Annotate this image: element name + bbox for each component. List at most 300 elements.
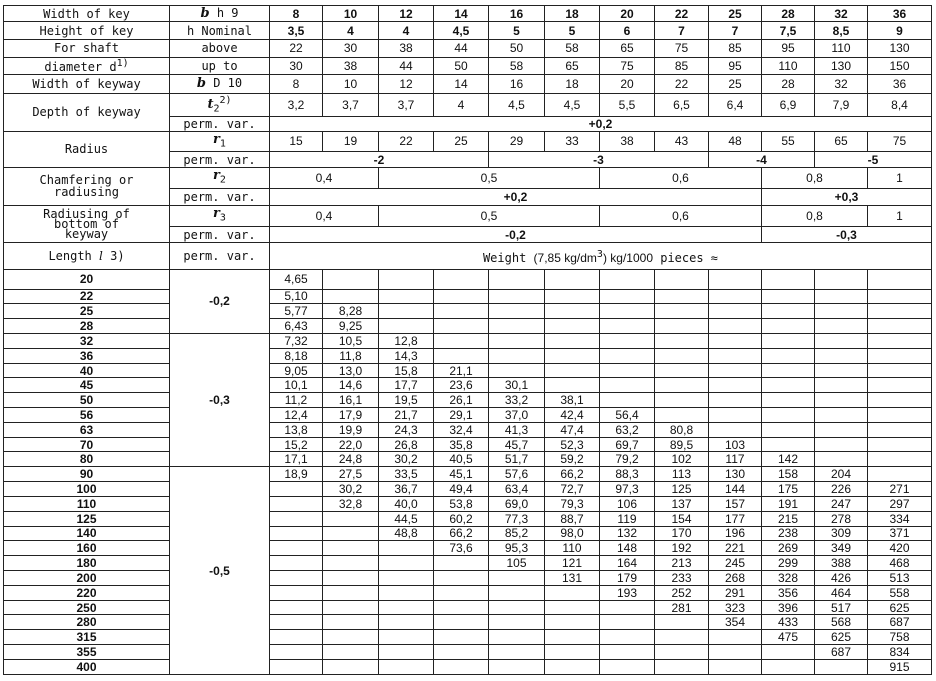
weight-cell bbox=[545, 600, 600, 615]
weight-cell bbox=[709, 319, 762, 334]
bottom-radius-tolerance: -0,3 bbox=[762, 226, 932, 242]
label-depth-of-keyway: Depth of keyway bbox=[4, 93, 170, 131]
weight-cell: 69,0 bbox=[489, 496, 545, 511]
weight-cell bbox=[868, 408, 932, 423]
weight-cell bbox=[762, 393, 815, 408]
weight-cell: 36,7 bbox=[379, 482, 434, 497]
weight-cell: 85,2 bbox=[489, 526, 545, 541]
weight-cell: 233 bbox=[655, 570, 709, 585]
weight-cell bbox=[868, 422, 932, 437]
weight-cell: 110 bbox=[545, 541, 600, 556]
weight-cell: 354 bbox=[709, 615, 762, 630]
weight-cell: 89,5 bbox=[655, 437, 709, 452]
weight-row bbox=[4, 422, 932, 437]
weight-cell: 73,6 bbox=[434, 541, 489, 556]
weight-cell: 26,1 bbox=[434, 393, 489, 408]
length-cell: 110 bbox=[4, 496, 170, 511]
weight-cell: 309 bbox=[815, 526, 868, 541]
weight-cell: 687 bbox=[815, 645, 868, 660]
radius-tolerance: -5 bbox=[815, 152, 932, 167]
weight-cell bbox=[600, 319, 655, 334]
shaft-upto-cell: 95 bbox=[709, 57, 762, 75]
weight-cell bbox=[762, 363, 815, 378]
key-height-cell: 8,5 bbox=[815, 22, 868, 40]
radius-tolerance: -4 bbox=[709, 152, 815, 167]
weight-cell: 625 bbox=[815, 630, 868, 645]
radius-cell: 33 bbox=[545, 131, 600, 152]
weight-cell: 113 bbox=[655, 467, 709, 482]
weight-cell bbox=[709, 304, 762, 319]
weight-cell: 915 bbox=[868, 659, 932, 674]
chamfer-group-cell: 0,4 bbox=[270, 167, 379, 188]
symbol-width-of-keyway: b D 10 bbox=[170, 75, 270, 94]
length-tolerance-cell: -0,5 bbox=[170, 467, 270, 675]
weight-cell: 17,9 bbox=[323, 408, 379, 423]
weight-cell bbox=[545, 289, 600, 304]
weight-cell: 148 bbox=[600, 541, 655, 556]
weight-cell bbox=[323, 659, 379, 674]
weight-cell bbox=[434, 304, 489, 319]
keyway-depth-cell: 4 bbox=[434, 93, 489, 116]
weight-cell bbox=[815, 289, 868, 304]
weight-cell: 269 bbox=[762, 541, 815, 556]
weight-cell: 132 bbox=[600, 526, 655, 541]
weight-row bbox=[4, 585, 932, 600]
weight-cell: 196 bbox=[709, 526, 762, 541]
perm-var-label: perm. var. bbox=[170, 226, 270, 242]
symbol-radius: $r_1$ bbox=[170, 131, 270, 152]
weight-cell bbox=[489, 630, 545, 645]
weight-row bbox=[4, 304, 932, 319]
weight-cell: 517 bbox=[815, 600, 868, 615]
key-width-cell: 20 bbox=[600, 6, 655, 22]
weight-cell bbox=[379, 304, 434, 319]
weight-cell bbox=[489, 600, 545, 615]
radius-cell: 29 bbox=[489, 131, 545, 152]
weight-cell: 9,25 bbox=[323, 319, 379, 334]
weight-cell bbox=[655, 659, 709, 674]
label-width-of-key: Width of key bbox=[4, 6, 170, 22]
weight-cell: 170 bbox=[655, 526, 709, 541]
weight-row bbox=[4, 511, 932, 526]
weight-cell bbox=[379, 600, 434, 615]
weight-cell: 433 bbox=[762, 615, 815, 630]
weight-cell bbox=[379, 319, 434, 334]
shaft-above-cell: 22 bbox=[270, 40, 323, 58]
weight-cell bbox=[815, 348, 868, 363]
weight-cell: 179 bbox=[600, 570, 655, 585]
weight-cell bbox=[434, 556, 489, 571]
radius-cell: 48 bbox=[709, 131, 762, 152]
weight-cell: 328 bbox=[762, 570, 815, 585]
weight-cell bbox=[434, 289, 489, 304]
weight-cell bbox=[815, 319, 868, 334]
weight-cell: 49,4 bbox=[434, 482, 489, 497]
weight-cell: 687 bbox=[868, 615, 932, 630]
weight-cell bbox=[434, 333, 489, 348]
weight-cell bbox=[655, 289, 709, 304]
weight-cell: 204 bbox=[815, 467, 868, 482]
weight-cell bbox=[600, 645, 655, 660]
weight-cell: 568 bbox=[815, 615, 868, 630]
weight-cell bbox=[270, 585, 323, 600]
weight-row bbox=[4, 348, 932, 363]
weight-cell: 291 bbox=[709, 585, 762, 600]
shaft-above-cell: 50 bbox=[489, 40, 545, 58]
weight-cell bbox=[379, 289, 434, 304]
weight-cell: 17,7 bbox=[379, 378, 434, 393]
bottom-radius-group-cell: 0,6 bbox=[600, 206, 762, 227]
key-width-cell: 25 bbox=[709, 6, 762, 22]
weight-cell bbox=[545, 615, 600, 630]
weight-cell: 21,1 bbox=[434, 363, 489, 378]
keyway-depth-cell: 5,5 bbox=[600, 93, 655, 116]
keyway-width-cell: 16 bbox=[489, 75, 545, 94]
length-cell: 250 bbox=[4, 600, 170, 615]
key-width-cell: 12 bbox=[379, 6, 434, 22]
weight-cell: 30,2 bbox=[379, 452, 434, 467]
weight-cell: 103 bbox=[709, 437, 762, 452]
weight-row bbox=[4, 333, 932, 348]
weight-cell: 15,2 bbox=[270, 437, 323, 452]
weight-cell bbox=[762, 319, 815, 334]
weight-cell bbox=[600, 615, 655, 630]
weight-cell bbox=[600, 630, 655, 645]
weight-cell: 47,4 bbox=[545, 422, 600, 437]
weight-cell bbox=[545, 304, 600, 319]
weight-cell bbox=[270, 630, 323, 645]
keyway-width-cell: 25 bbox=[709, 75, 762, 94]
length-cell: 45 bbox=[4, 378, 170, 393]
weight-row bbox=[4, 615, 932, 630]
weight-cell bbox=[762, 348, 815, 363]
keyway-depth-cell: 3,7 bbox=[379, 93, 434, 116]
bottom-radius-group-cell: 1 bbox=[868, 206, 932, 227]
weight-cell: 33,2 bbox=[489, 393, 545, 408]
key-height-cell: 4 bbox=[379, 22, 434, 40]
shaft-upto-cell: 50 bbox=[434, 57, 489, 75]
weight-cell bbox=[489, 659, 545, 674]
weight-cell: 323 bbox=[709, 600, 762, 615]
weight-cell: 7,32 bbox=[270, 333, 323, 348]
weight-cell: 192 bbox=[655, 541, 709, 556]
key-height-cell: 7 bbox=[655, 22, 709, 40]
weight-cell bbox=[815, 304, 868, 319]
weight-cell: 12,8 bbox=[379, 333, 434, 348]
weight-cell: 5,10 bbox=[270, 289, 323, 304]
weight-cell: 137 bbox=[655, 496, 709, 511]
keyway-width-cell: 10 bbox=[323, 75, 379, 94]
weight-cell bbox=[270, 600, 323, 615]
weight-cell: 157 bbox=[709, 496, 762, 511]
radius-cell: 25 bbox=[434, 131, 489, 152]
weight-cell: 11,8 bbox=[323, 348, 379, 363]
weight-cell bbox=[762, 333, 815, 348]
label-radius: Radius bbox=[4, 131, 170, 167]
weight-cell: 125 bbox=[655, 482, 709, 497]
weight-cell: 238 bbox=[762, 526, 815, 541]
perm-var-label: perm. var. bbox=[170, 117, 270, 131]
weight-cell bbox=[600, 659, 655, 674]
shaft-above-cell: 38 bbox=[379, 40, 434, 58]
weight-cell: 349 bbox=[815, 541, 868, 556]
weight-cell bbox=[762, 378, 815, 393]
weight-cell: 59,2 bbox=[545, 452, 600, 467]
weight-cell: 226 bbox=[815, 482, 868, 497]
length-cell: 28 bbox=[4, 319, 170, 334]
weight-cell: 12,4 bbox=[270, 408, 323, 423]
weight-cell: 52,3 bbox=[545, 437, 600, 452]
weight-cell bbox=[655, 645, 709, 660]
row-width-of-keyway bbox=[4, 75, 932, 94]
table-body bbox=[4, 6, 932, 675]
symbol-radiusing-bottom: $r_3$ bbox=[170, 206, 270, 227]
weight-row bbox=[4, 659, 932, 674]
weight-cell: 88,3 bbox=[600, 467, 655, 482]
radius-tolerance: -2 bbox=[270, 152, 489, 167]
row-height-of-key bbox=[4, 22, 932, 40]
weight-cell: 60,2 bbox=[434, 511, 489, 526]
weight-cell bbox=[270, 526, 323, 541]
weight-cell: 63,2 bbox=[600, 422, 655, 437]
weight-cell: 131 bbox=[545, 570, 600, 585]
keyway-depth-cell: 6,9 bbox=[762, 93, 815, 116]
length-cell: 20 bbox=[4, 269, 170, 289]
weight-cell bbox=[709, 289, 762, 304]
weight-cell bbox=[323, 645, 379, 660]
weight-cell: 77,3 bbox=[489, 511, 545, 526]
weight-cell bbox=[762, 304, 815, 319]
weight-cell: 95,3 bbox=[489, 541, 545, 556]
length-cell: 220 bbox=[4, 585, 170, 600]
weight-cell: 154 bbox=[655, 511, 709, 526]
weight-cell bbox=[379, 556, 434, 571]
key-height-cell: 7,5 bbox=[762, 22, 815, 40]
weight-cell bbox=[270, 511, 323, 526]
weight-cell: 106 bbox=[600, 496, 655, 511]
weight-cell bbox=[323, 541, 379, 556]
weight-cell: 19,9 bbox=[323, 422, 379, 437]
weight-cell: 14,3 bbox=[379, 348, 434, 363]
label-shaft-line1: For shaft bbox=[4, 40, 170, 58]
weight-cell: 252 bbox=[655, 585, 709, 600]
weight-cell bbox=[709, 363, 762, 378]
weight-cell bbox=[545, 269, 600, 289]
key-width-cell: 32 bbox=[815, 6, 868, 22]
keyway-depth-cell: 7,9 bbox=[815, 93, 868, 116]
weight-cell bbox=[379, 659, 434, 674]
weight-cell bbox=[434, 585, 489, 600]
weight-cell: 121 bbox=[545, 556, 600, 571]
weight-cell bbox=[434, 319, 489, 334]
weight-cell bbox=[655, 408, 709, 423]
weight-cell bbox=[709, 333, 762, 348]
weight-cell: 69,7 bbox=[600, 437, 655, 452]
weight-cell bbox=[600, 304, 655, 319]
weight-cell bbox=[655, 348, 709, 363]
length-cell: 200 bbox=[4, 570, 170, 585]
weight-cell: 5,77 bbox=[270, 304, 323, 319]
weight-row bbox=[4, 452, 932, 467]
shaft-upto-cell: 130 bbox=[815, 57, 868, 75]
weight-cell: 475 bbox=[762, 630, 815, 645]
row-radius bbox=[4, 131, 932, 152]
key-width-cell: 14 bbox=[434, 6, 489, 22]
weight-cell: 271 bbox=[868, 482, 932, 497]
shaft-above-cell: 85 bbox=[709, 40, 762, 58]
keyway-width-cell: 20 bbox=[600, 75, 655, 94]
shaft-above-cell: 44 bbox=[434, 40, 489, 58]
length-cell: 90 bbox=[4, 467, 170, 482]
length-cell: 63 bbox=[4, 422, 170, 437]
weight-cell bbox=[655, 615, 709, 630]
key-height-cell: 5 bbox=[489, 22, 545, 40]
weight-cell: 158 bbox=[762, 467, 815, 482]
weight-cell: 63,4 bbox=[489, 482, 545, 497]
keyway-width-cell: 8 bbox=[270, 75, 323, 94]
weight-cell bbox=[709, 659, 762, 674]
radius-cell: 38 bbox=[600, 131, 655, 152]
weight-cell bbox=[600, 363, 655, 378]
shaft-above-cell: 30 bbox=[323, 40, 379, 58]
key-height-cell: 9 bbox=[868, 22, 932, 40]
weight-cell: 297 bbox=[868, 496, 932, 511]
weight-cell: 30,2 bbox=[323, 482, 379, 497]
weight-cell bbox=[815, 659, 868, 674]
label-chamfering: Chamfering or radiusing bbox=[4, 167, 170, 205]
weight-cell: 14,6 bbox=[323, 378, 379, 393]
weight-cell bbox=[655, 630, 709, 645]
weight-cell bbox=[762, 645, 815, 660]
weight-cell: 356 bbox=[762, 585, 815, 600]
perm-var-label: perm. var. bbox=[170, 152, 270, 167]
bottom-radius-tolerance: -0,2 bbox=[270, 226, 762, 242]
weight-cell: 57,6 bbox=[489, 467, 545, 482]
weight-cell: 40,5 bbox=[434, 452, 489, 467]
keyway-depth-cell: 6,5 bbox=[655, 93, 709, 116]
weight-cell: 4,65 bbox=[270, 269, 323, 289]
weight-cell bbox=[762, 659, 815, 674]
weight-cell bbox=[434, 600, 489, 615]
key-width-cell: 8 bbox=[270, 6, 323, 22]
weight-cell bbox=[762, 408, 815, 423]
weight-cell: 513 bbox=[868, 570, 932, 585]
chamfer-group-cell: 0,5 bbox=[379, 167, 600, 188]
weight-cell bbox=[600, 600, 655, 615]
weight-row bbox=[4, 570, 932, 585]
weight-cell: 10,5 bbox=[323, 333, 379, 348]
weight-cell bbox=[655, 319, 709, 334]
weight-cell: 44,5 bbox=[379, 511, 434, 526]
weight-cell bbox=[270, 482, 323, 497]
weight-cell bbox=[709, 645, 762, 660]
shaft-above-cell: 95 bbox=[762, 40, 815, 58]
weight-cell: 32,8 bbox=[323, 496, 379, 511]
keyway-width-cell: 22 bbox=[655, 75, 709, 94]
weight-cell: 88,7 bbox=[545, 511, 600, 526]
shaft-above-cell: 58 bbox=[545, 40, 600, 58]
weight-cell: 66,2 bbox=[434, 526, 489, 541]
depth-tolerance: +0,2 bbox=[270, 117, 932, 131]
weight-cell bbox=[545, 659, 600, 674]
weight-cell: 9,05 bbox=[270, 363, 323, 378]
weight-cell bbox=[600, 378, 655, 393]
weight-row bbox=[4, 600, 932, 615]
shaft-above-cell: 130 bbox=[868, 40, 932, 58]
weight-cell bbox=[868, 363, 932, 378]
perm-var-label: perm. var. bbox=[170, 188, 270, 206]
weight-cell bbox=[600, 269, 655, 289]
weight-cell bbox=[489, 333, 545, 348]
bottom-radius-group-cell: 0,8 bbox=[762, 206, 868, 227]
shaft-upto-cell: 110 bbox=[762, 57, 815, 75]
weight-cell bbox=[868, 333, 932, 348]
weight-cell: 758 bbox=[868, 630, 932, 645]
weight-cell: 66,2 bbox=[545, 467, 600, 482]
weight-cell bbox=[762, 422, 815, 437]
weight-cell: 11,2 bbox=[270, 393, 323, 408]
weight-cell bbox=[270, 556, 323, 571]
weight-cell: 625 bbox=[868, 600, 932, 615]
weight-cell bbox=[815, 408, 868, 423]
weight-cell bbox=[434, 348, 489, 363]
key-height-cell: 6 bbox=[600, 22, 655, 40]
shaft-upto-cell: 150 bbox=[868, 57, 932, 75]
length-cell: 50 bbox=[4, 393, 170, 408]
weight-cell: 119 bbox=[600, 511, 655, 526]
weight-cell bbox=[434, 645, 489, 660]
weight-cell: 164 bbox=[600, 556, 655, 571]
weight-cell: 45,7 bbox=[489, 437, 545, 452]
perm-var-label: perm. var. bbox=[170, 243, 270, 269]
weight-cell: 19,5 bbox=[379, 393, 434, 408]
weight-cell: 24,3 bbox=[379, 422, 434, 437]
weight-cell: 41,3 bbox=[489, 422, 545, 437]
weight-cell: 30,1 bbox=[489, 378, 545, 393]
weight-cell: 35,8 bbox=[434, 437, 489, 452]
label-radiusing-bottom: Radiusing of bottom of keyway bbox=[4, 206, 170, 243]
weight-cell bbox=[545, 333, 600, 348]
weight-cell: 144 bbox=[709, 482, 762, 497]
length-cell: 315 bbox=[4, 630, 170, 645]
key-height-cell: 4 bbox=[323, 22, 379, 40]
weight-cell bbox=[815, 378, 868, 393]
weight-cell bbox=[323, 269, 379, 289]
row-shaft-upto bbox=[4, 57, 932, 75]
weight-cell bbox=[545, 378, 600, 393]
weight-cell: 38,1 bbox=[545, 393, 600, 408]
weight-row bbox=[4, 556, 932, 571]
weight-cell bbox=[379, 269, 434, 289]
weight-cell bbox=[489, 585, 545, 600]
weight-cell: 16,1 bbox=[323, 393, 379, 408]
weight-row bbox=[4, 482, 932, 497]
weight-cell bbox=[379, 630, 434, 645]
length-cell: 22 bbox=[4, 289, 170, 304]
weight-cell bbox=[434, 269, 489, 289]
symbol-chamfering: $r_2$ bbox=[170, 167, 270, 188]
weight-row bbox=[4, 645, 932, 660]
weight-cell bbox=[762, 437, 815, 452]
row-width-of-key bbox=[4, 6, 932, 22]
key-width-cell: 22 bbox=[655, 6, 709, 22]
length-cell: 180 bbox=[4, 556, 170, 571]
weight-cell: 13,0 bbox=[323, 363, 379, 378]
weight-cell bbox=[379, 541, 434, 556]
weight-cell bbox=[545, 363, 600, 378]
weight-cell: 97,3 bbox=[600, 482, 655, 497]
weight-cell: 53,8 bbox=[434, 496, 489, 511]
